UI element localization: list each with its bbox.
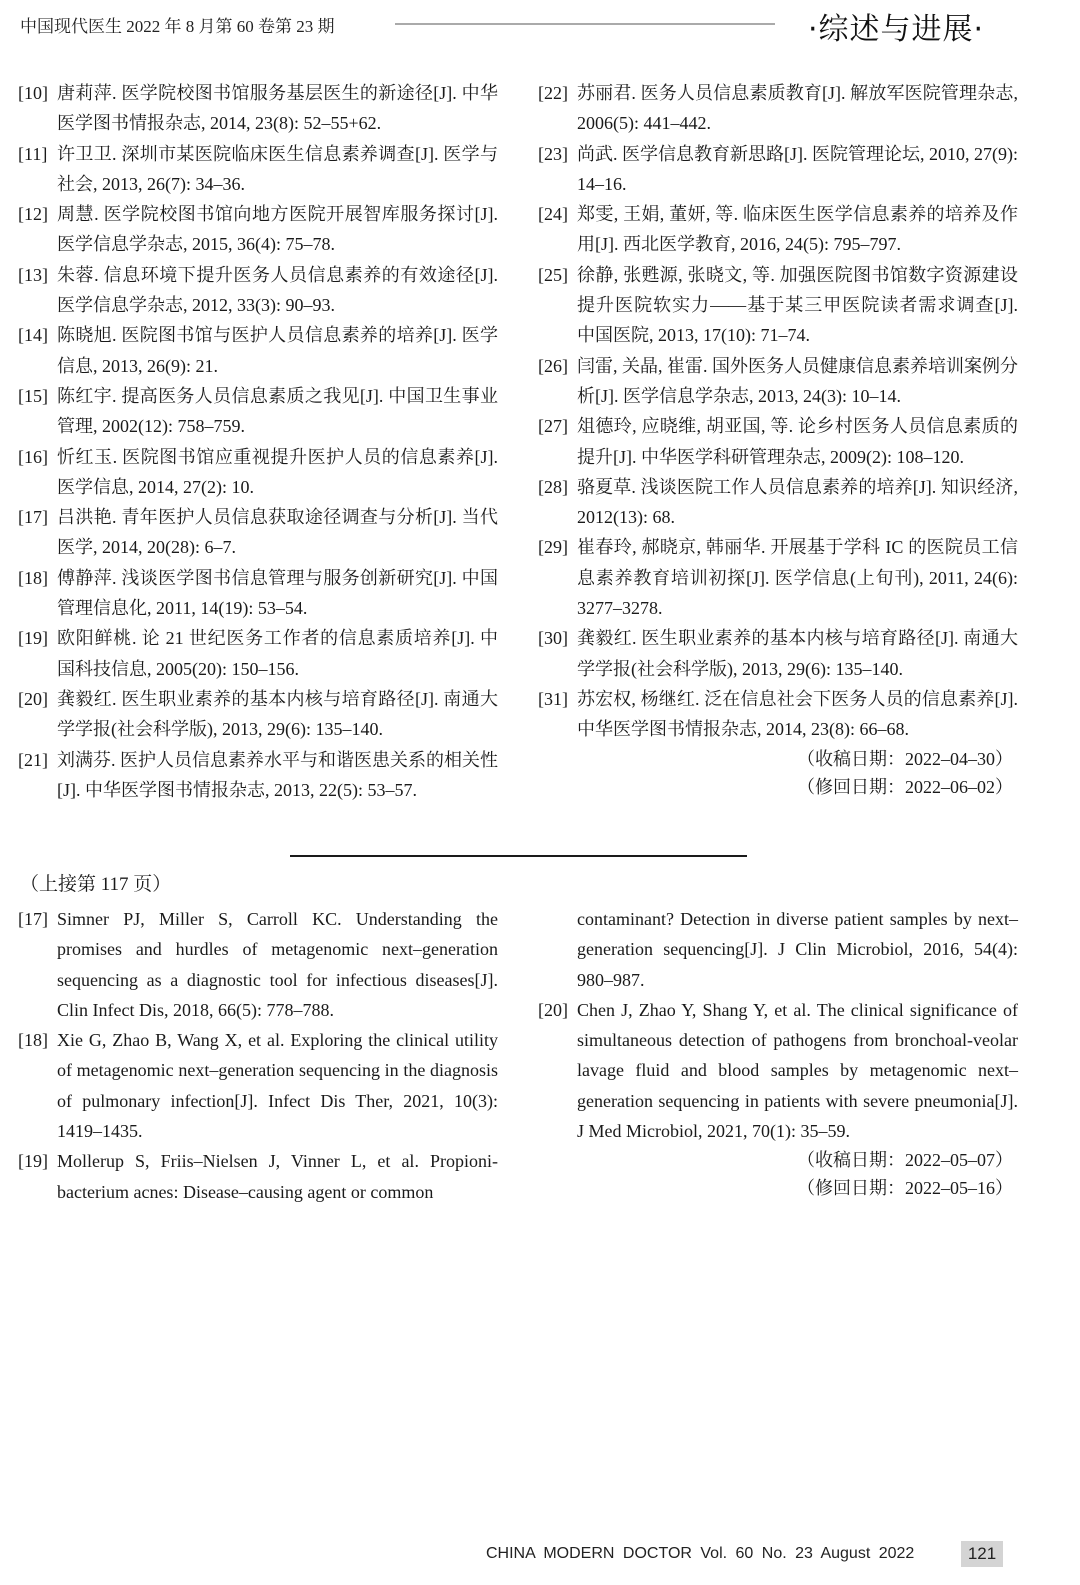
reference-text: 龚毅红. 医生职业素养的基本内核与培育路径[J]. 南通大学学报(社会科学版), 2013, 29(6): 135–140. [57, 688, 498, 740]
reference-text: 郑雯, 王娟, 董妍, 等. 临床医生医学信息素养的培养及作用[J]. 西北医学教育, 2016, 24(5): 795–797. [577, 204, 1018, 255]
reference-text: 唐莉萍. 医学院校图书馆服务基层医生的新途径[J]. 中华医学图书情报杂志, 2014, 23(8): 52–55+62. [57, 83, 498, 134]
reference-number: [11] [18, 143, 48, 164]
references-top-left [18, 78, 498, 805]
reference-item [18, 260, 498, 321]
reference-number: [30] [538, 628, 568, 649]
reference-text: 俎德玲, 应晓维, 胡亚国, 等. 论乡村医务人员信息素质的提升[J]. 中华医学科研管理杂志, 2009(2): 108–120. [577, 416, 1018, 467]
reference-text: 忻红玉. 医院图书馆应重视提升医护人员的信息素养[J]. 医学信息, 2014, 27(2): 10. [57, 446, 498, 497]
reference-text: Mollerup S, Friis–Nielsen J, Vinner L, et al. Propioni-bacterium acnes: Disease–causing agent or common [57, 1151, 498, 1202]
references-bottom-right [538, 904, 1018, 1202]
reference-text: 骆夏草. 浅谈医院工作人员信息素养的培养[J]. 知识经济, 2012(13): 68. [577, 476, 1018, 528]
reference-number: [24] [538, 204, 568, 225]
reference-number: [14] [18, 325, 48, 346]
reference-item [18, 78, 498, 139]
reference-number: [18] [18, 567, 48, 588]
reference-text: contaminant? Detection in diverse patient samples by next–generation sequencing[J]. J Clin Microbiol, 2016, 54(4): 980–987. [577, 909, 1018, 990]
section-separator [290, 855, 747, 857]
reference-number: [17] [18, 507, 48, 528]
reference-item [538, 684, 1018, 745]
reference-item [538, 532, 1018, 623]
reference-text: Chen J, Zhao Y, Shang Y, et al. The clinical significance of simultaneous detection of pathogens from bronchoal-veolar lavage fluid and blood samples by metagenomic next–generation sequencing in patients with severe pneumonia[J]. J Med Microbiol, 2021, 70(1): 35–59. [577, 999, 1018, 1142]
reference-text: 傅静萍. 浅谈医学图书信息管理与服务创新研究[J]. 中国管理信息化, 2011, 14(19): 53–54. [57, 567, 498, 619]
reference-item [18, 684, 498, 745]
reference-item [538, 199, 1018, 260]
reference-item [18, 381, 498, 442]
reference-number: [28] [538, 476, 568, 497]
reference-item [538, 351, 1018, 412]
reference-text: 许卫卫. 深圳市某医院临床医生信息素养调查[J]. 医学与社会, 2013, 26(7): 34–36. [57, 143, 498, 194]
reference-item [18, 623, 498, 684]
footer-citation: CHINA MODERN DOCTOR Vol. 60 No. 23 August 2022 [486, 1545, 915, 1562]
header-rule [395, 23, 775, 25]
reference-text: 闫雷, 关晶, 崔雷. 国外医务人员健康信息素养培训案例分析[J]. 医学信息学杂志, 2013, 24(3): 10–14. [577, 355, 1018, 406]
reference-item [538, 260, 1018, 351]
reference-item [538, 904, 1018, 995]
reference-text: 陈晓旭. 医院图书馆与医护人员信息素养的培养[J]. 医学信息, 2013, 26(9): 21. [57, 325, 498, 376]
reference-text: 吕洪艳. 青年医护人员信息获取途径调查与分析[J]. 当代医学, 2014, 20(28): 6–7. [57, 507, 498, 558]
references-bottom-left [18, 904, 498, 1207]
reference-number: [20] [538, 999, 568, 1020]
reference-text: 刘满芬. 医护人员信息素养水平与和谐医患关系的相关性[J]. 中华医学图书情报杂志, 2013, 22(5): 53–57. [57, 749, 498, 800]
reference-number: [20] [18, 688, 48, 709]
reference-number: [31] [538, 688, 568, 709]
reference-number: [19] [18, 1151, 48, 1172]
reference-number: [22] [538, 83, 568, 103]
reference-text: 朱蓉. 信息环境下提升医务人员信息素养的有效途径[J]. 医学信息学杂志, 2012, 33(3): 90–93. [57, 264, 498, 316]
reference-item [18, 1025, 498, 1146]
reference-item [18, 1146, 498, 1207]
reference-text: 崔春玲, 郝晓京, 韩丽华. 开展基于学科 IC 的医院员工信息素养教育培训初探[J]. 医学信息(上旬刊), 2011, 24(6): 3277–3278. [577, 537, 1018, 619]
references-top-right [538, 78, 1018, 801]
reference-item [18, 442, 498, 503]
reference-item [18, 745, 498, 806]
reference-number: [25] [538, 264, 568, 285]
reference-item [18, 502, 498, 563]
reference-number: [16] [18, 446, 48, 467]
reference-number: [27] [538, 416, 568, 437]
reference-text: 欧阳鲜桃. 论 21 世纪医务工作者的信息素质培养[J]. 中国科技信息, 2005(20): 150–156. [57, 628, 498, 679]
received-date: （收稿日期：2022–05–07） [797, 1150, 1013, 1171]
reference-text: Xie G, Zhao B, Wang X, et al. Exploring the clinical utility of metagenomic next–generation sequencing in the diagnosis of pulmonary infection[J]. Infect Dis Ther, 2021, 10(3): 1419–1435. [57, 1030, 498, 1142]
section-title: ·综述与进展· [808, 12, 985, 47]
reference-number: [21] [18, 749, 48, 770]
reference-number: [13] [18, 264, 48, 285]
reference-item [538, 472, 1018, 533]
reference-number: [29] [538, 537, 568, 558]
reference-item [538, 78, 1018, 139]
reference-number: [19] [18, 628, 48, 649]
reference-text: 陈红宇. 提高医务人员信息素质之我见[J]. 中国卫生事业管理, 2002(12): 758–759. [57, 385, 498, 437]
reference-number: [12] [18, 204, 48, 225]
reference-text: 尚武. 医学信息教育新思路[J]. 医院管理论坛, 2010, 27(9): 14–16. [577, 143, 1018, 194]
continuation-label: （上接第 117 页） [20, 874, 172, 895]
reference-text: 苏丽君. 医务人员信息素质教育[J]. 解放军医院管理杂志, 2006(5): 441–442. [577, 83, 1018, 134]
revised-date: （修回日期：2022–06–02） [797, 776, 1013, 797]
reference-number: [15] [18, 385, 48, 406]
reference-text: 龚毅红. 医生职业素养的基本内核与培育路径[J]. 南通大学学报(社会科学版), 2013, 29(6): 135–140. [577, 628, 1018, 679]
reference-item [538, 139, 1018, 200]
reference-text: 周慧. 医学院校图书馆向地方医院开展智库服务探讨[J]. 医学信息学杂志, 2015, 36(4): 75–78. [57, 204, 498, 255]
reference-item [18, 904, 498, 1025]
reference-number: [18] [18, 1030, 48, 1051]
reference-number: [10] [18, 83, 48, 103]
reference-item [538, 411, 1018, 472]
reference-number: [26] [538, 355, 568, 376]
running-header-issue: 中国现代医生 2022 年 8 月第 60 卷第 23 期 [20, 17, 335, 36]
received-date: （收稿日期：2022–04–30） [797, 748, 1013, 769]
reference-item [18, 320, 498, 381]
reference-text: 苏宏权, 杨继红. 泛在信息社会下医务人员的信息素养[J]. 中华医学图书情报杂志, 2014, 23(8): 66–68. [577, 688, 1018, 740]
reference-item [18, 563, 498, 624]
reference-item [538, 995, 1018, 1146]
reference-item [18, 139, 498, 200]
reference-number: [17] [18, 909, 48, 929]
page-number: 121 [961, 1541, 1003, 1567]
reference-number: [23] [538, 143, 568, 164]
reference-text: 徐静, 张甦源, 张晓文, 等. 加强医院图书馆数字资源建设 提升医院软实力——基于某三甲医院读者需求调查[J]. 中国医院, 2013, 17(10): 71–74. [577, 264, 1018, 346]
revised-date: （修回日期：2022–05–16） [797, 1178, 1013, 1199]
reference-item [538, 623, 1018, 684]
reference-text: Simner PJ, Miller S, Carroll KC. Understanding the promises and hurdles of metagenomic next–generation sequencing as a diagnostic tool for infectious diseases[J]. Clin Infect Dis, 2018, 66(5): 778–788. [57, 909, 498, 1020]
reference-item [18, 199, 498, 260]
